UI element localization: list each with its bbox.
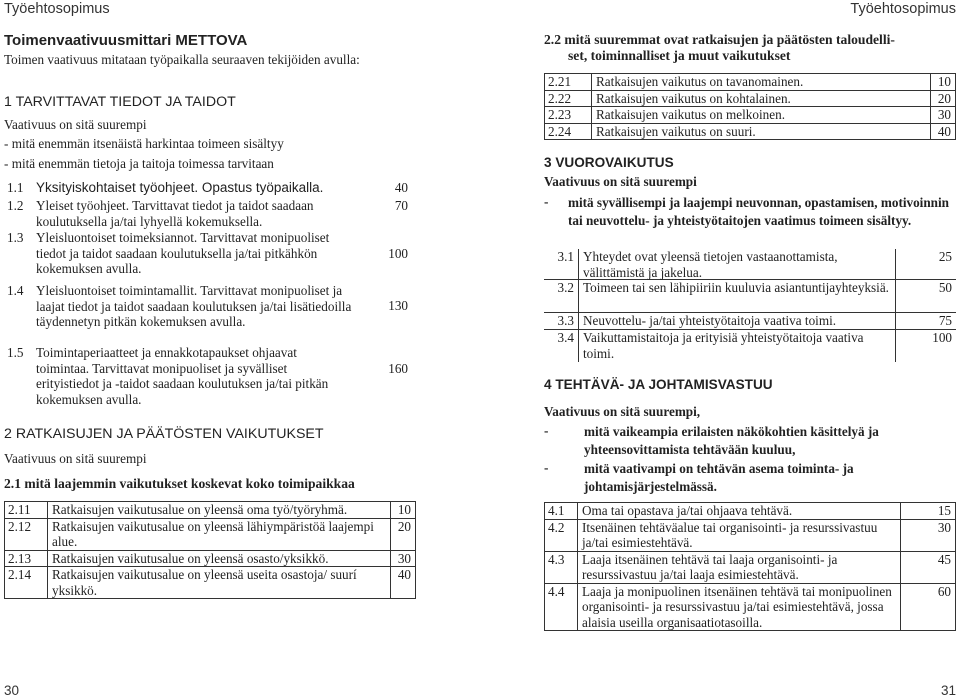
- section-3-criterion: [544, 194, 956, 229]
- table-row: [5, 551, 415, 568]
- row-text: Ratkaisujen vaikutusalue on yleensä osasto/yksikkö.: [48, 551, 391, 567]
- table-row: [544, 279, 956, 312]
- item-number: 1.4: [7, 283, 24, 298]
- item-number: 1.2: [7, 198, 24, 213]
- row-text: Ratkaisujen vaikutus on suuri.: [592, 124, 931, 140]
- row-points: 50: [938, 280, 952, 295]
- row-points: 30: [937, 107, 951, 122]
- row-text: Oma tai opastava ja/tai ohjaava tehtävä.: [578, 503, 901, 519]
- table-3: [544, 249, 956, 362]
- section-2-1-heading: 2.1 mitä laajemmin vaikutukset koskevat koko toimipaikkaa: [4, 476, 355, 491]
- level-item-1-4: [4, 283, 412, 330]
- table-2-2: [544, 73, 956, 140]
- row-text: Vaikuttamistaitoja ja erityisiä yhteistyötaitoja vaativa toimi.: [579, 330, 896, 362]
- intro-text: Toimen vaativuus mitataan työpaikalla seuraaven tekijöiden avulla:: [4, 52, 360, 67]
- section-3-heading: 3 VUOROVAIKUTUS: [544, 155, 674, 170]
- section-2-2-heading: [544, 32, 956, 63]
- row-text: Ratkaisujen vaikutusalue on yleensä oma työ/työryhmä.: [48, 502, 391, 518]
- row-points: 25: [938, 249, 952, 264]
- running-header-left: Työehtosopimus: [4, 1, 110, 17]
- row-points: 75: [938, 313, 952, 328]
- table-row: [5, 567, 415, 599]
- table-row: [544, 329, 956, 362]
- item-text: Yleiset työohjeet. Tarvittavat tiedot ja taidot saadaan koulutuksella ja/tai lyhyellä kokemuksella.: [36, 198, 314, 229]
- item-points: 40: [394, 180, 408, 195]
- row-text: Yhteydet ovat yleensä tietojen vastaanottamista, välittämistä ja jakelua.: [579, 249, 896, 279]
- section-1-criterion-1: - mitä enemmän itsenäistä harkintaa toimeen sisältyy: [4, 136, 284, 151]
- item-number: 1.5: [7, 345, 24, 360]
- row-points: 45: [937, 551, 951, 567]
- table-row: [545, 91, 955, 108]
- dash-bullet: -: [544, 194, 549, 209]
- row-number: 4.1: [545, 503, 578, 519]
- item-points: 130: [388, 298, 408, 313]
- row-points: 100: [932, 330, 952, 345]
- level-item-1-1: [4, 180, 412, 196]
- row-text: Toimeen tai sen lähipiiriin kuuluvia asiantuntijayhteyksiä.: [579, 280, 896, 312]
- row-points: 40: [397, 567, 411, 582]
- row-number: 2.22: [545, 91, 592, 107]
- row-number: 2.11: [5, 502, 48, 518]
- row-points: 40: [937, 123, 951, 139]
- table-row: [544, 312, 956, 329]
- row-points: 30: [397, 550, 411, 566]
- row-number: 2.13: [5, 551, 48, 567]
- table-row: [545, 74, 955, 91]
- item-points: 160: [388, 361, 408, 376]
- dash-bullet: -: [544, 460, 549, 475]
- table-row: [5, 502, 415, 519]
- section-1-heading: 1 TARVITTAVAT TIEDOT JA TAIDOT: [4, 94, 236, 110]
- item-number: 1.1: [7, 180, 24, 195]
- table-row: [5, 519, 415, 551]
- row-number: 4.2: [545, 520, 578, 551]
- item-text: Yleisluontoiset toimeksiannot. Tarvittavat monipuoliset tiedot ja taidot saadaan koulutuksella ja/tai pitkähkön kokemuksen avulla.: [36, 230, 330, 276]
- row-text: Ratkaisujen vaikutus on tavanomainen.: [592, 74, 931, 90]
- section-2-subheading: Vaativuus on sitä suurempi: [4, 451, 147, 466]
- level-item-1-5: [4, 345, 412, 407]
- row-text: Ratkaisujen vaikutus on melkoinen.: [592, 107, 931, 123]
- item-number: 1.3: [7, 230, 24, 245]
- row-points: 30: [937, 519, 951, 535]
- table-row: [545, 503, 955, 520]
- row-number: 3.3: [544, 313, 579, 329]
- level-item-1-3: [4, 230, 412, 277]
- section-3-criterion-text: mitä syvällisempi ja laajempi neuvonnan, opastamisen, motivoinnin tai neuvottelu- ja yhteistyötaitojen vaatimus toimeen sisältyy.: [568, 195, 950, 228]
- section-3-subheading: Vaativuus on sitä suurempi: [544, 174, 697, 189]
- table-2-1: [4, 501, 416, 599]
- section-4-criterion-2-text: mitä vaativampi on tehtävän asema toiminta- ja johtamisjärjestelmässä.: [584, 461, 854, 494]
- row-number: 4.4: [545, 584, 578, 631]
- row-number: 4.3: [545, 552, 578, 583]
- section-1-subheading: Vaativuus on sitä suurempi: [4, 117, 147, 132]
- page-title: Toimenvaativuusmittari METTOVA: [4, 32, 248, 49]
- row-text: Ratkaisujen vaikutusalue on yleensä lähiympäristöä laajempi alue.: [48, 519, 391, 550]
- item-text: Yleisluontoiset toimintamallit. Tarvittavat monipuoliset ja laajat tiedot ja taidot saadaan koulutuksen ja/tai lisätiedoilla täydennetyn pitkän kokemuksen avulla.: [36, 283, 352, 329]
- row-points: 10: [397, 502, 411, 517]
- row-text: Ratkaisujen vaikutusalue on yleensä useita osastoja/ suurí yksikkö.: [48, 567, 391, 598]
- section-4-criterion-1-text: mitä vaikeampia erilaisten näkökohtien käsittelyä ja yhteensovittamista tehtävään kuuluu,: [584, 424, 879, 457]
- section-1-criterion-2: - mitä enemmän tietoja ja taitoja toimessa tarvitaan: [4, 156, 274, 171]
- section-2-2-heading-line-2: set, toiminnalliset ja muut vaikutukset: [568, 47, 791, 63]
- row-text: Ratkaisujen vaikutus on kohtalainen.: [592, 91, 931, 107]
- row-text: Neuvottelu- ja/tai yhteistyötaitoja vaativa toimi.: [579, 313, 896, 329]
- row-points: 60: [937, 583, 951, 599]
- section-4-subheading: Vaativuus on sitä suurempi,: [544, 404, 701, 419]
- row-number: 2.21: [545, 74, 592, 90]
- row-points: 20: [937, 90, 951, 106]
- section-4-criterion-1: [544, 423, 956, 458]
- row-points: 15: [937, 503, 951, 518]
- row-number: 3.2: [544, 280, 579, 312]
- level-item-1-2: [4, 198, 412, 229]
- row-number: 2.14: [5, 567, 48, 598]
- dash-bullet: -: [544, 423, 549, 438]
- item-text: Yksityiskohtaiset työohjeet. Opastus työpaikalla.: [36, 180, 324, 195]
- item-text: Toimintaperiaatteet ja ennakkotapaukset ohjaavat toimintaa. Tarvittavat monipuoliset ja syvälliset erityistiedot ja -taidot saadaan koulutuksen ja/tai pitkän kokemuksen avulla.: [36, 345, 329, 407]
- row-text: Itsenäinen tehtäväalue tai organisointi- ja resurssivastuu ja/tai esimiestehtävä.: [578, 520, 901, 551]
- row-number: 3.1: [544, 249, 579, 279]
- row-number: 2.12: [5, 519, 48, 550]
- table-row: [545, 107, 955, 124]
- table-row: [545, 584, 955, 632]
- row-points: 10: [937, 74, 951, 89]
- section-2-2-heading-line-1: 2.2 mitä suuremmat ovat ratkaisujen ja päätösten taloudelli-: [544, 32, 895, 47]
- row-number: 3.4: [544, 330, 579, 362]
- table-row: [544, 249, 956, 279]
- running-header-right: Työehtosopimus: [850, 1, 956, 17]
- section-4-criterion-2: [544, 460, 956, 495]
- table-row: [545, 552, 955, 584]
- section-4-heading: 4 TEHTÄVÄ- JA JOHTAMISVASTUU: [544, 377, 773, 392]
- section-2-heading: 2 RATKAISUJEN JA PÄÄTÖSTEN VAIKUTUKSET: [4, 426, 324, 442]
- page-number-right: 31: [940, 682, 956, 698]
- table-4: [544, 502, 956, 631]
- row-number: 2.24: [545, 124, 592, 140]
- item-points: 100: [388, 246, 408, 261]
- table-row: [545, 520, 955, 552]
- page-number-left: 30: [4, 682, 20, 698]
- row-text: Laaja itsenäinen tehtävä tai laaja organisointi- ja resurssivastuu ja/tai laaja esimiestehtävä.: [578, 552, 901, 583]
- row-points: 20: [397, 518, 411, 534]
- table-row: [545, 124, 955, 141]
- row-text: Laaja ja monipuolinen itsenäinen tehtävä tai monipuolinen organisointi- ja resurssivastuu ja/tai esimiestehtävä, jossa alaisia useilla organisaatiotasoilla.: [578, 584, 901, 631]
- row-number: 2.23: [545, 107, 592, 123]
- item-points: 70: [394, 198, 408, 213]
